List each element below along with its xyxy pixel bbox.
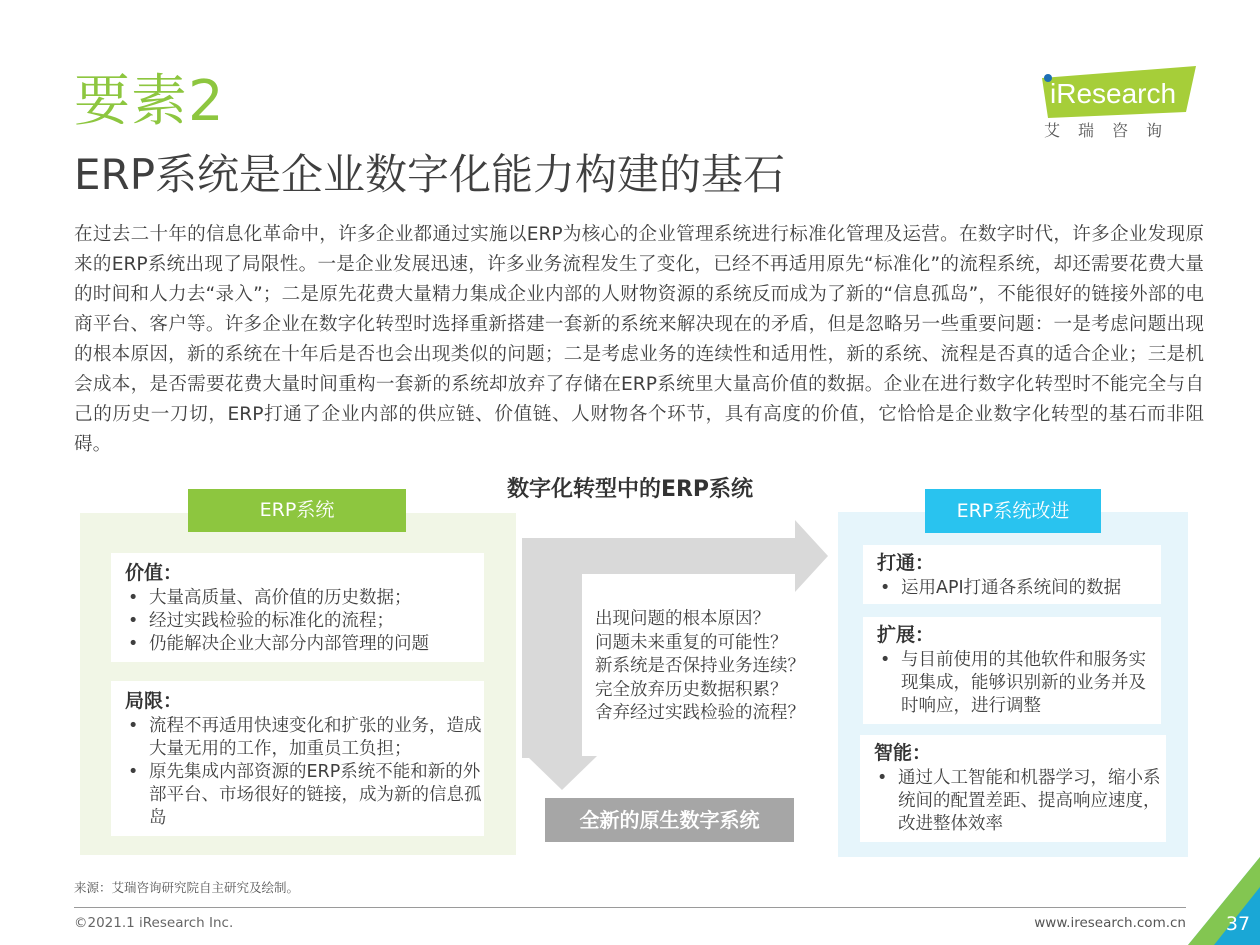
expand-list xyxy=(877,649,1161,718)
expand-card xyxy=(863,617,1161,724)
value-list xyxy=(125,587,484,656)
new-native-system-box: 全新的原生数字系统 xyxy=(545,798,794,842)
question-item: 舍弃经过实践检验的流程？ xyxy=(595,703,805,723)
intro-paragraph: 在过去二十年的信息化革命中，许多企业都通过实施以ERP为核心的企业管理系统进行标准化管理及运营。在数字时代，许多企业发现原来的ERP系统出现了局限性。一是企业发展迅速，许多业务流程发生了变化，已经不再适用原先“标准化”的流程系统，却还需要花费大量的时间和人力去“录入”；二是原先花费大量精力集成企业内部的人财物资源的系统反而成为了新的“信息孤岛”，不能很好的链接外部的电商平台、客户等。许多企业在数字化转型时选择重新搭建一套新的系统来解决现在的矛盾，但是忽略另一些重要问题：一是考虑问题出现的根本原因，新的系统在十年后是否也会出现类似的问题；二是考虑业务的连续性和适用性，新的系统、流程是否真的适合企业；三是机会成本，是否需要花费大量时间重构一套新的系统却放弃了存储在ERP系统里大量高价值的数据。企业在进行数字化转型时不能完全与自己的历史一刀切，ERP打通了企业内部的供应链、价值链、人财物各个环节，具有高度的价值，它恰恰是企业数字化转型的基石而非阻碍。 xyxy=(74,224,1204,455)
list-item: • 仍能解决企业大部分内部管理的问题 xyxy=(125,633,484,656)
page-title: ERP系统是企业数字化能力构建的基石 xyxy=(74,150,786,199)
section-number: 要素2 xyxy=(74,69,225,134)
erp-system-header: ERP系统 xyxy=(188,489,406,532)
smart-card-title: 智能： xyxy=(874,742,932,764)
smart-card xyxy=(860,735,1166,842)
limit-card xyxy=(111,681,484,836)
footer-divider xyxy=(74,907,1186,908)
list-item: • 运用API打通各系统间的数据 xyxy=(877,577,1161,600)
list-item: • 原先集成内部资源的ERP系统不能和新的外部平台、市场很好的链接，成为新的信息孤岛 xyxy=(125,761,484,830)
question-item: 出现问题的根本原因？ xyxy=(595,609,770,629)
page-number: 37 xyxy=(1225,913,1251,935)
question-item: 新系统是否保持业务连续？ xyxy=(595,656,805,676)
connect-list xyxy=(877,577,1161,600)
iresearch-logo xyxy=(1040,66,1200,146)
list-item: • 与目前使用的其他软件和服务实现集成，能够识别新的业务并及时响应，进行调整 xyxy=(877,649,1161,718)
logo-subtitle: 艾瑞咨询 xyxy=(1044,121,1181,140)
source-note: 来源：艾瑞咨询研究院自主研究及绘制。 xyxy=(74,880,300,895)
limit-list xyxy=(125,715,484,830)
erp-improvement-header: ERP系统改进 xyxy=(925,489,1101,533)
website-link[interactable]: www.iresearch.com.cn xyxy=(1034,915,1186,931)
value-card xyxy=(111,553,484,662)
question-item: 问题未来重复的可能性？ xyxy=(595,632,788,653)
connect-card-title: 打通： xyxy=(877,552,935,574)
diagram-title: 数字化转型中的ERP系统 xyxy=(506,477,754,502)
expand-card-title: 扩展： xyxy=(877,624,935,646)
down-arrowhead-shape xyxy=(527,756,597,790)
connect-card xyxy=(863,545,1161,604)
list-item: • 经过实践检验的标准化的流程； xyxy=(125,610,484,633)
smart-list xyxy=(874,767,1166,836)
list-item: • 通过人工智能和机器学习，缩小系统间的配置差距、提高响应速度，改进整体效率 xyxy=(874,767,1166,836)
logo-brand-text: iResearch xyxy=(1050,78,1177,109)
limit-card-title: 局限： xyxy=(125,690,183,712)
list-item: • 流程不再适用快速变化和扩张的业务，造成大量无用的工作，加重员工负担； xyxy=(125,715,484,761)
list-item: • 大量高质量、高价值的历史数据； xyxy=(125,587,484,610)
question-list xyxy=(595,608,835,726)
copyright: ©2021.1 iResearch Inc. xyxy=(74,915,234,931)
value-card-title: 价值： xyxy=(125,562,183,584)
question-item: 完全放弃历史数据积累？ xyxy=(595,679,788,700)
